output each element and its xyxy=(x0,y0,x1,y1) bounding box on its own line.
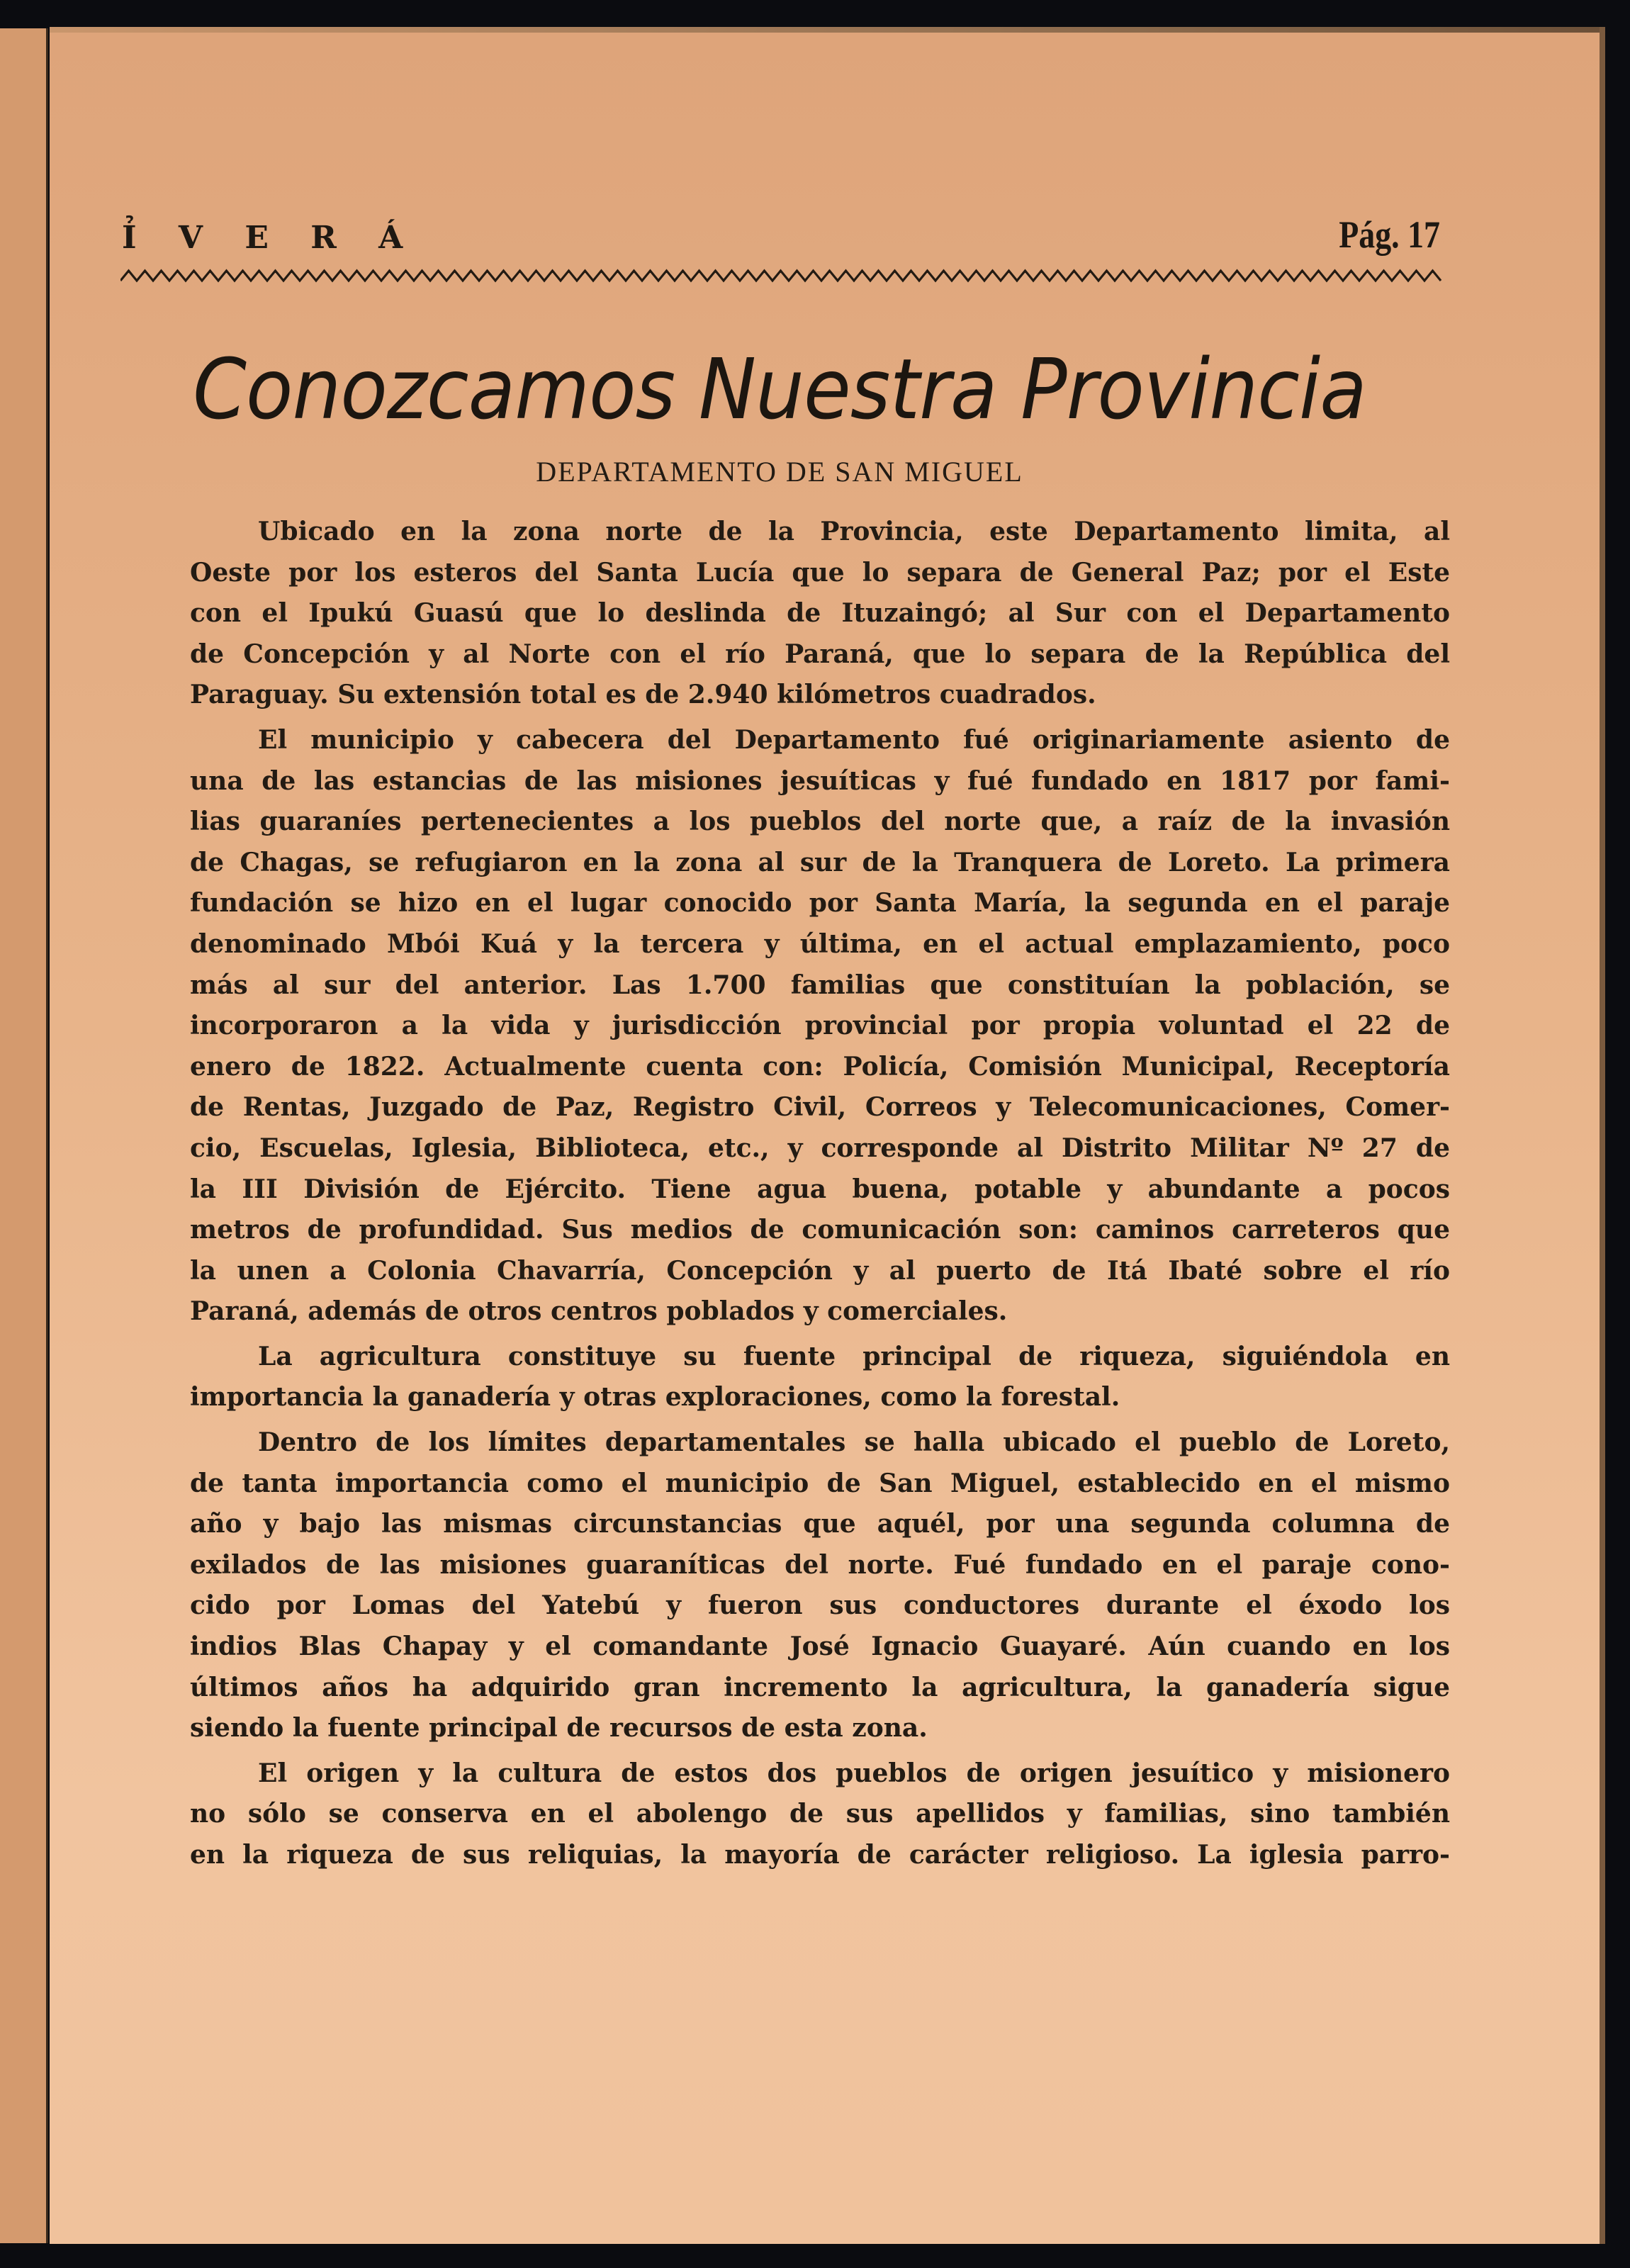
text-line: últimos años ha adquirido gran incremento la agricultura, la ganadería sigue xyxy=(190,1672,1450,1702)
text-line: Paraná, además de otros centros poblados y comerciales. xyxy=(190,1296,1008,1327)
text-line: incorporaron a la vida y jurisdicción provincial por propia voluntad el 22 de xyxy=(190,1011,1450,1041)
text-line: año y bajo las mismas circunstancias que aquél, por una segunda columna de xyxy=(190,1509,1450,1539)
text-line: Oeste por los esteros del Santa Lucía que lo separa de General Paz; por el Este xyxy=(190,557,1450,588)
text-line: cio, Escuelas, Iglesia, Biblioteca, etc., y corresponde al Distrito Militar Nº 27 de xyxy=(190,1133,1450,1163)
paragraph xyxy=(190,1337,1450,1418)
text-line: de Rentas, Juzgado de Paz, Registro Civil, Correos y Telecomunicaciones, Comer- xyxy=(190,1092,1450,1123)
text-line: denominado Mbói Kuá y la tercera y última, en el actual emplazamiento, poco xyxy=(190,928,1450,959)
text-line: Paraguay. Su extensión total es de 2.940 kilómetros cuadrados. xyxy=(190,680,1096,710)
text-line: una de las estancias de las misiones jesuíticas y fué fundado en 1817 por fami- xyxy=(190,765,1450,796)
text-line: con el Ipukú Guasú que lo deslinda de Ituzaingó; al Sur con el Departamento xyxy=(190,598,1450,629)
text-line: de Concepción y al Norte con el río Paraná, que lo separa de la República del xyxy=(190,639,1450,669)
text-line: la III División de Ejército. Tiene agua buena, potable y abundante a pocos xyxy=(190,1174,1450,1204)
page-number: Pág. 17 xyxy=(1339,213,1440,256)
text-line: lias guaraníes pertenecientes a los pueblos del norte que, a raíz de la invasión xyxy=(190,807,1450,837)
previous-page-edge xyxy=(0,28,48,2243)
text-line: de tanta importancia como el municipio de San Miguel, establecido en el mismo xyxy=(190,1468,1450,1498)
paragraph xyxy=(190,512,1450,716)
text-line: enero de 1822. Actualmente cuenta con: Policía, Comisión Municipal, Receptoría xyxy=(190,1051,1450,1082)
masthead: Ỉ V E R Á xyxy=(122,220,419,256)
text-line: fundación se hizo en el lugar conocido por Santa María, la segunda en el paraje xyxy=(190,888,1450,919)
zigzag-rule xyxy=(120,268,1442,284)
text-line: exilados de las misiones guaraníticas del norte. Fué fundado en el paraje cono- xyxy=(190,1549,1450,1580)
text-line: cido por Lomas del Yatebú y fueron sus conductores durante el éxodo los xyxy=(190,1590,1450,1621)
text-line: la unen a Colonia Chavarría, Concepción y al puerto de Itá Ibaté sobre el río xyxy=(190,1255,1450,1286)
text-line: El municipio y cabecera del Departamento fué originariamente asiento de xyxy=(258,724,1450,755)
article-title: Conozcamos Nuestra Provincia xyxy=(193,340,1366,438)
text-line: siendo la fuente principal de recursos de esta zona. xyxy=(190,1713,928,1744)
paragraph xyxy=(190,1422,1450,1749)
text-line: Ubicado en la zona norte de la Provincia, este Departamento limita, al xyxy=(258,517,1450,546)
article-subtitle: DEPARTAMENTO DE SAN MIGUEL xyxy=(536,456,1023,488)
text-line: no sólo se conserva en el abolengo de sus apellidos y familias, sino también xyxy=(190,1799,1450,1829)
article-body xyxy=(190,512,1450,1880)
page-header xyxy=(122,213,1440,269)
text-line: Dentro de los límites departamentales se halla ubicado el pueblo de Loreto, xyxy=(258,1427,1450,1458)
text-line: indios Blas Chapay y el comandante José Ignacio Guayaré. Aún cuando en los xyxy=(190,1632,1450,1662)
text-line: La agricultura constituye su fuente principal de riqueza, siguiéndola en xyxy=(258,1341,1450,1371)
text-line: más al sur del anterior. Las 1.700 familias que constituían la población, se xyxy=(190,970,1450,1000)
text-line: en la riqueza de sus reliquias, la mayoría de carácter religioso. La iglesia parro- xyxy=(190,1840,1450,1870)
text-line: metros de profundidad. Sus medios de comunicación son: caminos carreteros que xyxy=(190,1215,1450,1245)
text-line: El origen y la cultura de estos dos pueblos de origen jesuítico y misionero xyxy=(258,1758,1450,1788)
text-line: de Chagas, se refugiaron en la zona al sur de la Tranquera de Loreto. La primera xyxy=(190,847,1450,877)
paragraph xyxy=(190,720,1450,1332)
text-line: importancia la ganadería y otras exploraciones, como la forestal. xyxy=(190,1382,1120,1413)
paragraph xyxy=(190,1753,1450,1876)
